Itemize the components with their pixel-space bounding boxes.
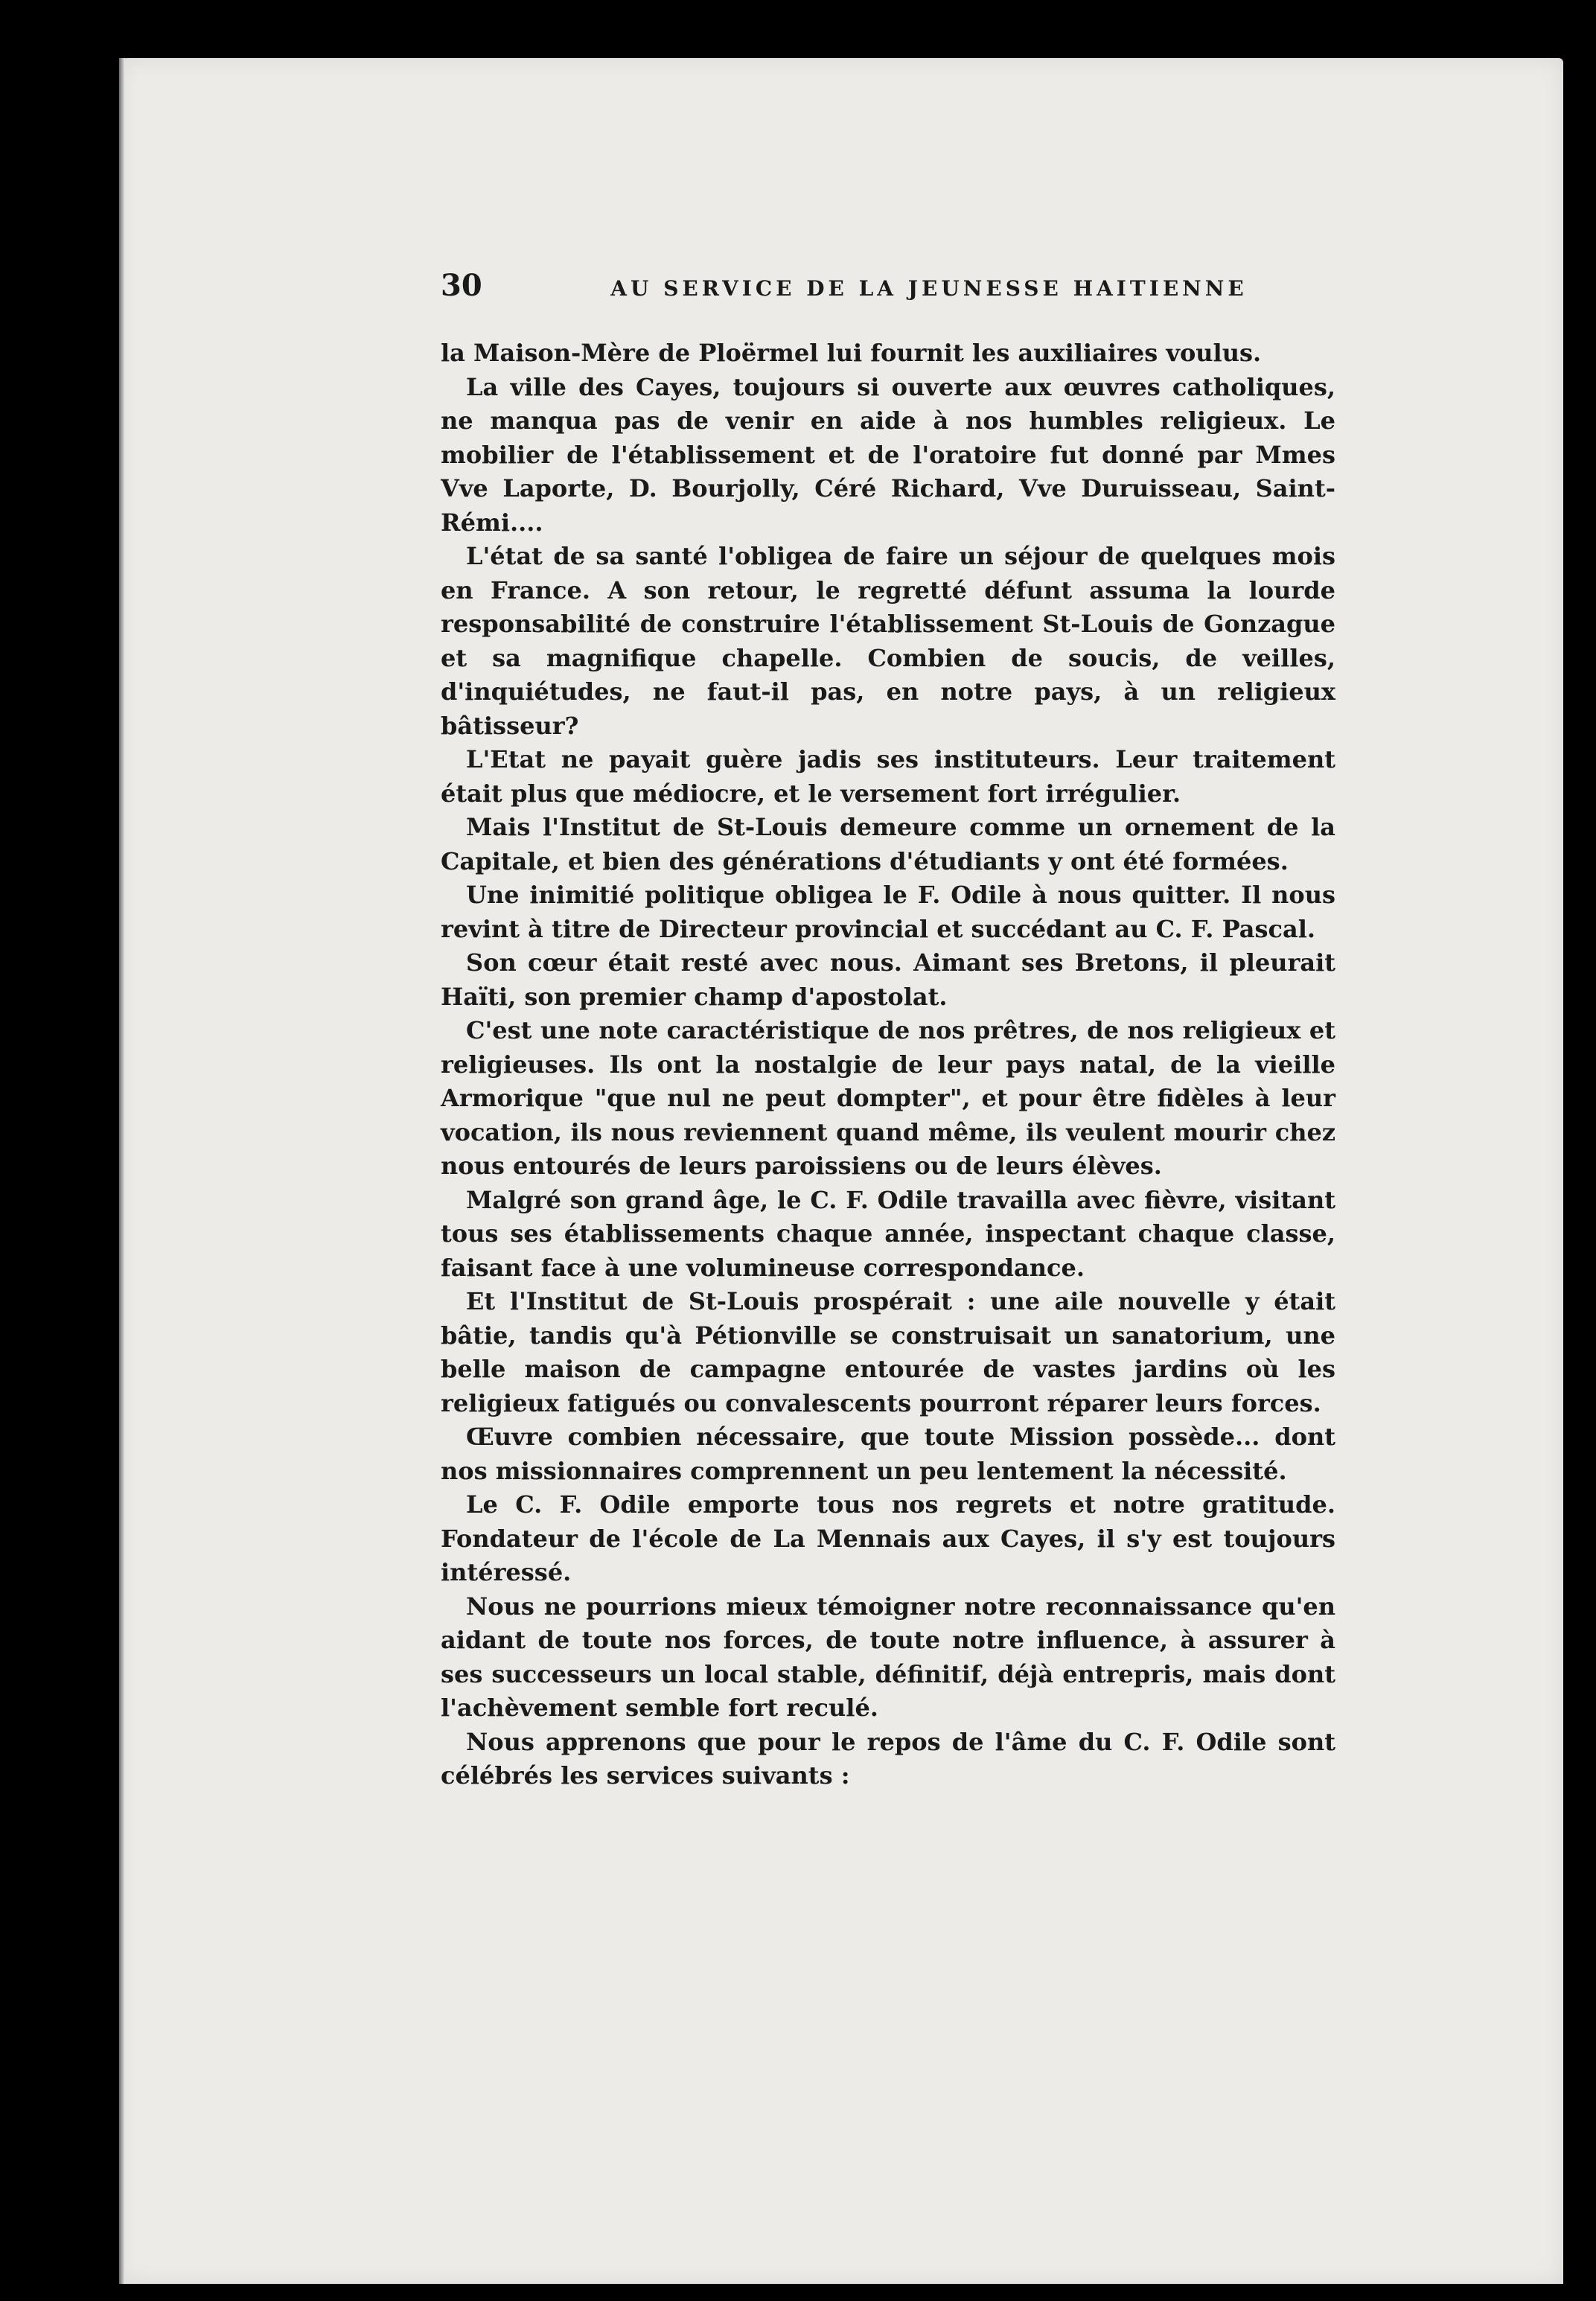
paragraph: Et l'Institut de St-Louis prospérait : une aile nouvelle y était bâtie, tandis qu'à Pétionville se construisait un sanatorium, une belle maison de campagne entourée de vastes jardins où les religieux fatigués ou convalescents pourront réparer leurs forces. [441, 1287, 1335, 1417]
running-head-title: AU SERVICE DE LA JEUNESSE HAITIENNE [610, 276, 1248, 301]
page-edge [119, 58, 125, 2284]
body-text [441, 336, 1335, 1793]
paragraph: Nous ne pourrions mieux témoigner notre reconnaissance qu'en aidant de toute nos forces, de toute notre influence, à assurer à ses successeurs un local stable, définitif, déjà entrepris, mais dont l'achèvement semble fort reculé. [441, 1592, 1335, 1722]
paragraph: L'état de sa santé l'obligea de faire un séjour de quelques mois en France. A son retour, le regretté défunt assuma la lourde responsabilité de construire l'établissement St-Louis de Gonzague et sa magnifique chapelle. Combien de soucis, de veilles, d'inquiétudes, ne faut-il pas, en notre pays, à un religieux bâtisseur? [441, 542, 1335, 740]
page-number: 30 [441, 268, 482, 303]
text-block [441, 268, 1335, 1793]
paragraph: Son cœur était resté avec nous. Aimant ses Bretons, il pleurait Haïti, son premier champ d'apostolat. [441, 948, 1335, 1011]
paragraph: C'est une note caractéristique de nos prêtres, de nos religieux et religieuses. Ils ont la nostalgie de leur pays natal, de la vieille Armorique "que nul ne peut dompter", et pour être fidèles à leur vocation, ils nous reviennent quand même, ils veulent mourir chez nous entourés de leurs paroissiens ou de leurs élèves. [441, 1016, 1335, 1180]
paragraph: Le C. F. Odile emporte tous nos regrets et notre gratitude. Fondateur de l'école de La Mennais aux Cayes, il s'y est toujours intéressé. [441, 1490, 1335, 1586]
paragraph: Nous apprenons que pour le repos de l'âme du C. F. Odile sont célébrés les services suivants : [441, 1727, 1335, 1790]
paragraph: Mais l'Institut de St-Louis demeure comme un ornement de la Capitale, et bien des générations d'étudiants y ont été formées. [441, 813, 1335, 875]
paragraph: La ville des Cayes, toujours si ouverte aux œuvres catholiques, ne manqua pas de venir en aide à nos humbles religieux. Le mobilier de l'établissement et de l'oratoire fut donné par Mmes Vve Laporte, D. Bourjolly, Céré Richard, Vve Duruisseau, Saint-Rémi.... [441, 372, 1335, 537]
paragraph: Œuvre combien nécessaire, que toute Mission possède... dont nos missionnaires comprennent un peu lentement la nécessité. [441, 1423, 1335, 1485]
paragraph: L'Etat ne payait guère jadis ses instituteurs. Leur traitement était plus que médiocre, et le versement fort irrégulier. [441, 745, 1335, 808]
running-head [441, 268, 1335, 320]
paragraph: Une inimitié politique obligea le F. Odile à nous quitter. Il nous revint à titre de Directeur provincial et succédant au C. F. Pascal. [441, 881, 1335, 943]
paragraph: Malgré son grand âge, le C. F. Odile travailla avec fièvre, visitant tous ses établissements chaque année, inspectant chaque classe, faisant face à une volumineuse correspondance. [441, 1185, 1335, 1282]
paragraph: la Maison-Mère de Ploërmel lui fournit les auxiliaires voulus. [441, 339, 1262, 367]
